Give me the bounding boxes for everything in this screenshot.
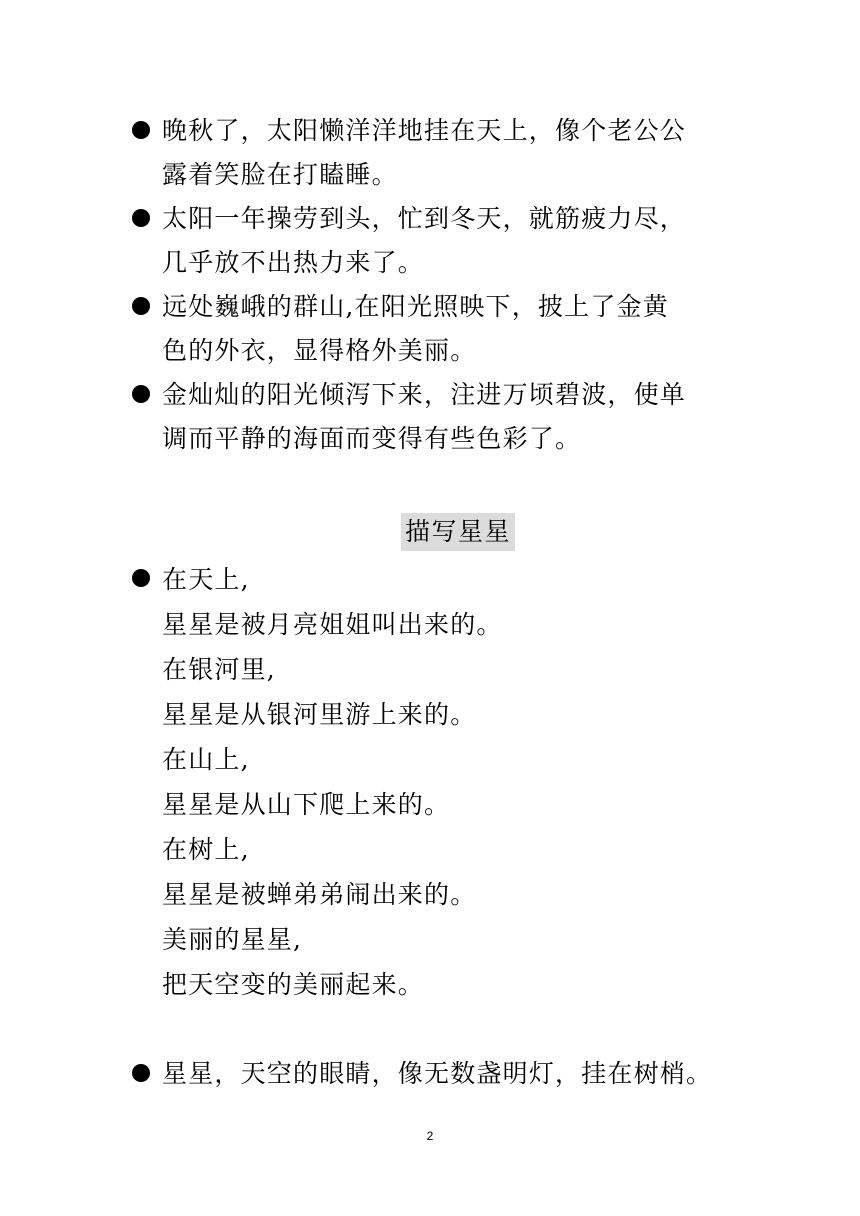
paragraph-line: 金灿灿的阳光倾泻下来，注进万顷碧波，使单	[162, 380, 687, 409]
page-number: 2	[426, 1129, 434, 1143]
poem-line: 在树上,	[162, 835, 250, 864]
bullet-icon	[132, 121, 150, 139]
poem-line: 把天空变的美丽起来。	[162, 970, 425, 999]
bullet-icon	[132, 297, 150, 315]
paragraph-line: 露着笑脸在打瞌睡。	[162, 160, 398, 189]
paragraph-line: 星星，天空的眼睛，像无数盏明灯，挂在树梢。	[162, 1059, 713, 1088]
paragraph-line: 几乎放不出热力来了。	[162, 248, 425, 277]
paragraph-text	[162, 1052, 742, 1096]
paragraph-text	[162, 109, 742, 197]
bullet-icon	[132, 1064, 150, 1082]
poem-line: 在银河里,	[162, 655, 276, 684]
bullet-icon	[132, 569, 150, 587]
poem-line: 在天上,	[162, 565, 250, 594]
paragraph-line: 色的外衣，显得格外美丽。	[162, 336, 477, 365]
section-title: 描写星星	[401, 513, 515, 551]
bullet-icon	[132, 385, 150, 403]
poem-line: 星星是被月亮姐姐叫出来的。	[162, 610, 503, 639]
paragraph-line: 调而平静的海面而变得有些色彩了。	[162, 424, 582, 453]
paragraph-line: 远处巍峨的群山,在阳光照映下，披上了金黄	[162, 292, 669, 321]
poem-line: 在山上,	[162, 745, 250, 774]
paragraph-text	[162, 285, 742, 373]
poem-line: 星星是被蝉弟弟闹出来的。	[162, 880, 477, 909]
bullet-icon	[132, 209, 150, 227]
paragraph-line: 太阳一年操劳到头，忙到冬天，就筋疲力尽，	[162, 204, 687, 233]
poem-line: 星星是从山下爬上来的。	[162, 790, 451, 819]
poem-line: 星星是从银河里游上来的。	[162, 700, 477, 729]
poem	[162, 557, 503, 1007]
paragraph-text	[162, 373, 742, 461]
poem-line: 美丽的星星,	[162, 925, 303, 954]
paragraph-line: 晚秋了，太阳懒洋洋地挂在天上，像个老公公	[162, 116, 687, 145]
paragraph-text	[162, 197, 742, 285]
